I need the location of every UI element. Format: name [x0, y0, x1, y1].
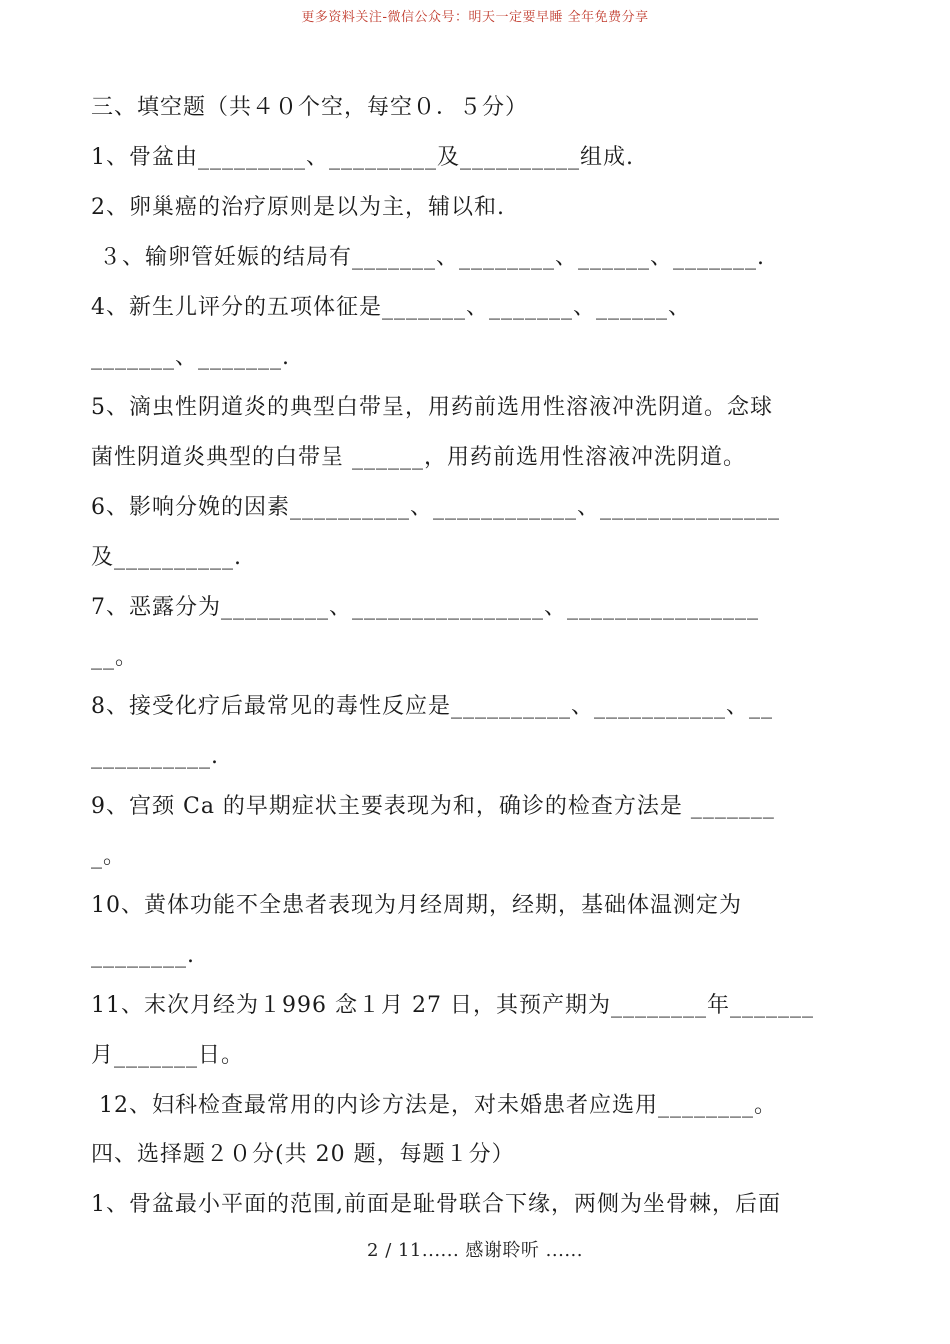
question-line: 菌性阴道炎典型的白带呈 ______，用药前选用性溶液冲洗阴道。 [91, 445, 746, 470]
question-line: _。 [91, 844, 127, 869]
question-line: __________. [91, 744, 219, 769]
page-footer: 2 / 11...... 感谢聆听 ...... [367, 1240, 583, 1261]
question-line: 月_______日。 [91, 1043, 245, 1068]
question-line: 9、宫颈 Ca 的早期症状主要表现为和，确诊的检查方法是 _______ [91, 794, 775, 819]
question-line: 12、妇科检查最常用的内诊方法是，对未婚患者应选用________。 [91, 1093, 777, 1118]
header-note: 更多资料关注-微信公众号：明天一定要早睡 全年免费分享 [301, 10, 649, 25]
question-line: 5、滴虫性阴道炎的典型白带呈，用药前选用性溶液冲洗阴道。念球 [91, 395, 773, 420]
question-line: 1、骨盆由_________、_________及__________组成. [91, 145, 634, 170]
question-line: 2、卵巢癌的治疗原则是以为主，辅以和. [91, 195, 505, 220]
question-line: 及__________. [91, 545, 242, 570]
question-line: ________. [91, 943, 195, 968]
section-title-fill-blank: 三、填空题（共４０个空，每空０．５分） [91, 95, 529, 120]
section-title-multiple-choice: 四、选择题２０分(共 20 题，每题１分） [91, 1142, 515, 1167]
question-line: ３、输卵管妊娠的结局有_______、________、______、_______. [91, 245, 765, 270]
question-line: __。 [91, 645, 139, 670]
question-line: 4、新生儿评分的五项体征是_______、_______、______、 [91, 295, 691, 320]
question-line: _______、_______. [91, 345, 290, 370]
question-line: 6、影响分娩的因素__________、____________、_______________ [91, 495, 780, 520]
question-line: 10、黄体功能不全患者表现为月经周期，经期，基础体温测定为 [91, 893, 742, 918]
question-line: 7、恶露分为_________、________________、________________ [91, 595, 759, 620]
question-line: 11、末次月经为１996 念１月 27 日，其预产期为________年_______ [91, 993, 814, 1018]
question-line: 8、接受化疗后最常见的毒性反应是__________、___________、__ [91, 694, 773, 719]
question-line: 1、骨盆最小平面的范围,前面是耻骨联合下缘，两侧为坐骨棘，后面 [91, 1192, 781, 1217]
